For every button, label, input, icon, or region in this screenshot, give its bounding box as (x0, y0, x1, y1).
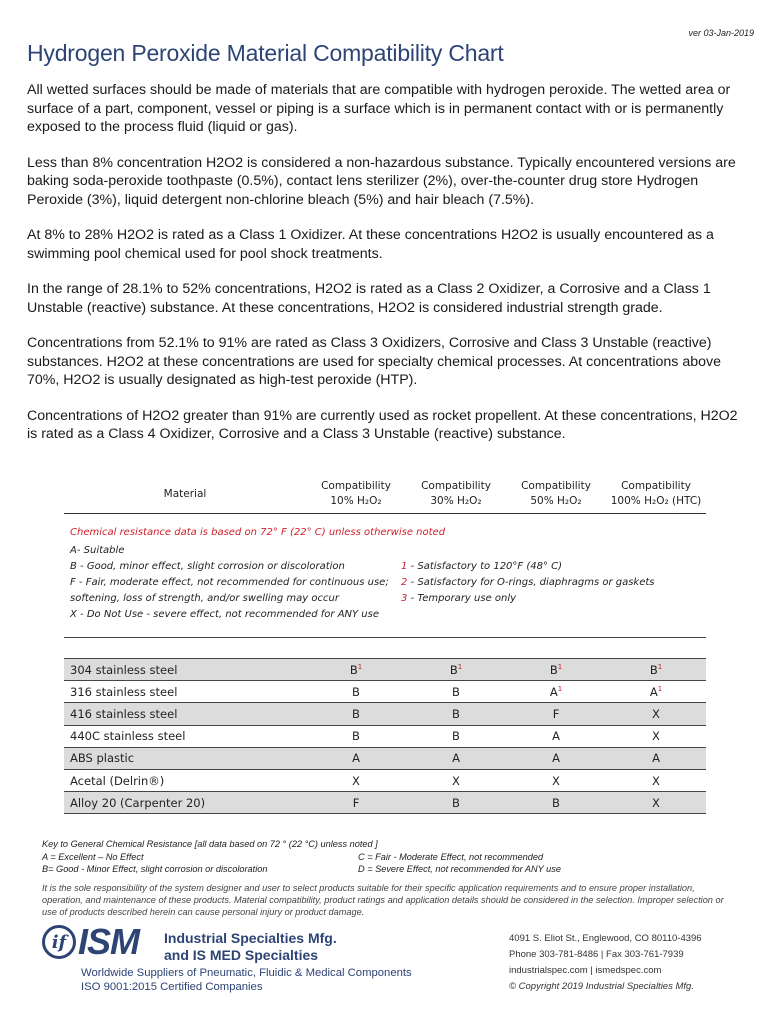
key-title: Key to General Chemical Resistance [all data based on 72 ° (22 °C) unless noted ] (42, 839, 378, 849)
rating-legend (64, 514, 706, 638)
contact-info (509, 931, 702, 995)
table-row: Acetal (Delrin®) X X X X (64, 770, 706, 792)
header-material: Material (163, 487, 207, 500)
table-row: 440C stainless steel B B A X (64, 726, 706, 748)
legend-ratings: A- Suitable B - Good, minor effect, slight corrosion or discoloration F - Fair, moderate effect, not recommended for continuous use; softening, loss of strength, and/or swelling may occur X - Do Not Use - severe effect, not recommended for ANY use (70, 545, 389, 620)
copyright: © Copyright 2019 Industrial Specialties Mfg. (509, 981, 694, 992)
company-name: Industrial Specialties Mfg. and IS MED Specialties (164, 930, 337, 963)
intro-paragraph: Concentrations from 52.1% to 91% are rated as Class 3 Oxidizers, Corrosive and Class 3 Unstable (reactive) substances. H2O2 at these concentrations are used for specialty chemical processes. At concentrations above 70%, H2O2 is usually designated as high-test peroxide (HTP). (27, 335, 721, 388)
footer (0, 922, 768, 1002)
disclaimer-text: It is the sole responsibility of the system designer and user to select products suitable for their specific application requirements and to ensure proper installation, operation, and maintenance of these products. Material compatibility, product ratings and application details should be considered in the selection. Improper selection or use of products described herein can cause personal injury or product damage. (42, 883, 724, 917)
header-100pct: Compatibility 100% H₂O₂ (HTC) (610, 479, 702, 507)
table-row: 416 stainless steel B B F X (64, 703, 706, 725)
logo-text: ISM (78, 921, 140, 962)
header-10pct: Compatibility 10% H₂O₂ (321, 479, 391, 507)
address: 4091 S. Eliot St., Englewood, CO 80110-4396 (509, 933, 702, 944)
legend-footnotes: 1 - Satisfactory to 120°F (48° C) 2 - Satisfactory for O-rings, diaphragms or gaskets 3 - Temporary use only (401, 561, 655, 604)
ism-logo (42, 921, 140, 962)
company-tagline: Worldwide Suppliers of Pneumatic, Fluidic & Medical Components ISO 9001:2015 Certified Companies (81, 967, 412, 993)
table-header (64, 474, 706, 514)
intro-paragraph: In the range of 28.1% to 52% concentrations, H2O2 is rated as a Class 2 Oxidizer, a Corrosive and a Class 1 Unstable (reactive) substance. At these concentrations, H2O2 is considered industrial strength grade. (27, 281, 711, 316)
intro-paragraph: All wetted surfaces should be made of materials that are compatible with hydrogen peroxide. The wetted area or surface of a part, component, vessel or piping is a surface which is in permanent contact with or is permanently exposed to the process fluid (liquid or gas). (27, 82, 731, 135)
table-row: 304 stainless steel $B^1$ $B^1$ $B^1$ $B^1$ (64, 659, 706, 681)
page-title: Hydrogen Peroxide Material Compatibility Chart (27, 40, 504, 66)
table-row: Alloy 20 (Carpenter 20) F B B X (64, 792, 706, 814)
table-body (64, 658, 706, 814)
header-50pct: Compatibility 50% H₂O₂ (521, 479, 591, 507)
intro-paragraph: At 8% to 28% H2O2 is rated as a Class 1 Oxidizer. At these concentrations H2O2 is usually encountered as a swimming pool chemical used for pool shock treatments. (27, 227, 714, 262)
legend-note: Chemical resistance data is based on 72° F (22° C) unless otherwise noted (70, 527, 446, 538)
compatibility-table (64, 474, 706, 814)
intro-paragraph: Concentrations of H2O2 greater than 91% are currently used as rocket propellent. At these concentrations, H2O2 is rated as a Class 4 Oxidizer, Corrosive and a Class 3 Unstable (reactive) substance. (27, 407, 738, 442)
version-label: ver 03-Jan-2019 (688, 28, 754, 38)
table-row: 316 stainless steel B B $A^1$ $A^1$ (64, 681, 706, 703)
header-30pct: Compatibility 30% H₂O₂ (421, 479, 491, 507)
logo-mark-icon: if (42, 925, 76, 959)
resistance-key: Key to General Chemical Resistance [all data based on 72 ° (22 °C) unless noted ] A = Excellent – No Effect C = Fair - Moderate Effect, not recommended B= Good - Minor Effect, slight corrosion or discoloration D = Severe Effect, not recommended for ANY use (42, 839, 561, 874)
intro-text (27, 81, 745, 461)
phone-fax: Phone 303-781-8486 | Fax 303-761-7939 (509, 949, 684, 960)
table-row: ABS plastic A A A A (64, 748, 706, 770)
intro-paragraph: Less than 8% concentration H2O2 is considered a non-hazardous substance. Typically encountered versions are baking soda-peroxide toothpaste (0.5%), contact lens sterilizer (2%), over-the-counter drug store Hydrogen Peroxide (3%), liquid detergent non-chlorine bleach (5%) and hair bleach (7.5%). (27, 154, 736, 208)
website-links[interactable]: industrialspec.com | ismedspec.com (509, 965, 662, 976)
